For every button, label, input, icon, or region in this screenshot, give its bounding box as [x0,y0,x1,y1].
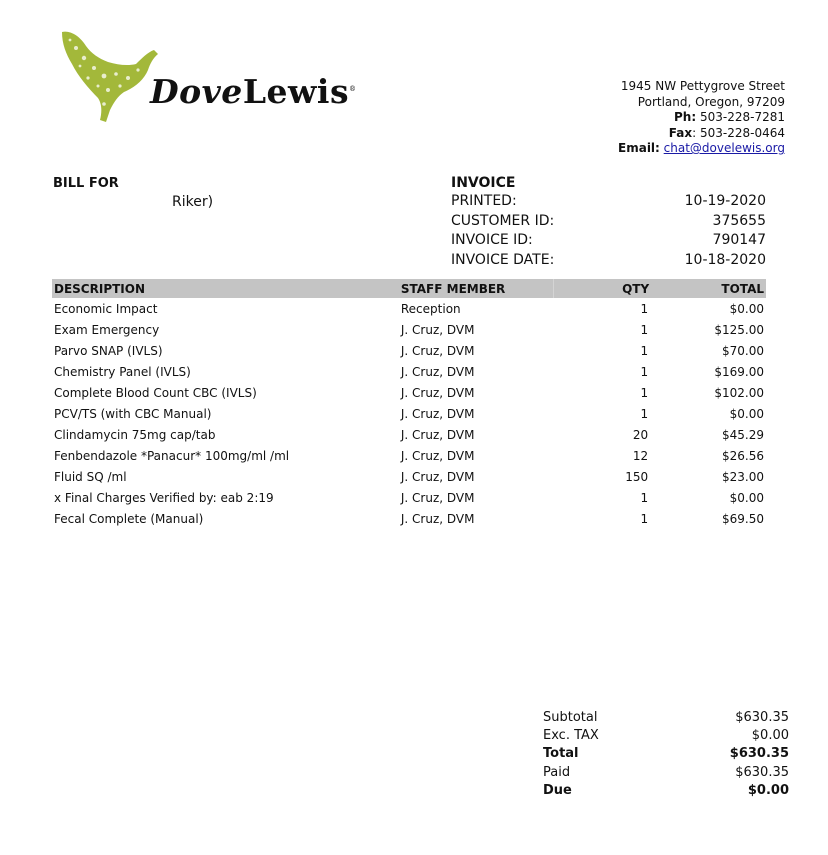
summary-label: Paid [543,764,571,780]
cell-staff: Reception [400,301,461,316]
cell-staff: J. Cruz, DVM [400,322,475,337]
cell-total: $45.29 [722,427,764,442]
cell-description: Economic Impact [54,301,158,316]
cell-qty: 20 [632,427,649,442]
cell-description: Parvo SNAP (IVLS) [54,343,163,358]
dove-bird-icon [58,28,163,124]
summary-label: Due [543,782,572,798]
cell-staff: J. Cruz, DVM [400,364,475,379]
header-total: TOTAL [665,279,766,298]
cell-total: $0.00 [729,490,764,505]
cell-description: Fluid SQ /ml [54,469,127,484]
cell-total: $169.00 [714,364,764,379]
cell-staff: J. Cruz, DVM [400,406,475,421]
cell-qty: 150 [625,469,649,484]
dovelewis-logo [58,28,368,128]
cell-staff: J. Cruz, DVM [400,469,475,484]
patient-name: Riker) [172,194,214,210]
address-email-line [618,141,785,157]
table-row [52,466,766,487]
cell-qty: 1 [640,490,649,505]
summary-total [543,745,789,763]
summary-label: Total [543,746,579,762]
invoice-value: 10-19-2020 [684,193,766,209]
cell-qty: 1 [640,343,649,358]
table-row [52,403,766,424]
cell-total: $69.50 [722,511,764,526]
header-description: DESCRIPTION [52,279,399,298]
registered-mark: ® [349,85,357,93]
table-row [52,424,766,445]
table-row [52,445,766,466]
cell-staff: J. Cruz, DVM [400,343,475,358]
email-link[interactable]: chat@dovelewis.org [663,141,785,155]
table-row [52,361,766,382]
invoice-heading: INVOICE [451,175,516,191]
cell-total: $102.00 [714,385,764,400]
cell-description: Clindamycin 75mg cap/tab [54,427,216,442]
cell-qty: 1 [640,322,649,337]
summary-due [543,782,789,800]
cell-qty: 12 [632,448,649,463]
table-row [52,382,766,403]
invoice-row-invoice-date [451,251,766,271]
table-row [52,298,766,319]
cell-total: $70.00 [722,343,764,358]
cell-staff: J. Cruz, DVM [400,511,475,526]
summary-tax [543,727,789,745]
summary-value: $0.00 [747,782,789,798]
header-staff-member: STAFF MEMBER [399,279,553,298]
logo-wordmark-lewis: Lewis [242,72,350,111]
summary-value: $630.35 [735,764,789,780]
address-city: Portland, Oregon, 97209 [637,94,785,109]
cell-qty: 1 [640,385,649,400]
invoice-row-invoice-id [451,231,766,251]
cell-total: $0.00 [729,301,764,316]
address-street: 1945 NW Pettygrove Street [620,79,785,93]
invoice-row-printed [451,192,766,212]
fax-value: : 503-228-0464 [692,125,785,140]
logo-wordmark [150,72,357,111]
cell-total: $26.56 [722,448,764,463]
summary-value: $630.35 [729,746,789,762]
table-header-row [52,279,766,298]
clinic-address [618,79,785,157]
invoice-label: PRINTED: [451,193,517,209]
invoice-label: INVOICE ID: [451,232,533,249]
cell-description: Chemistry Panel (IVLS) [54,364,191,379]
table-row [52,319,766,340]
invoice-value: 10-18-2020 [684,251,766,268]
invoice-value: 790147 [712,232,766,249]
cell-total: $23.00 [722,469,764,484]
table-row [52,487,766,508]
phone-value: 503-228-7281 [699,110,785,124]
invoice-label: INVOICE DATE: [451,251,555,268]
header-qty: QTY [553,279,665,298]
table-row [52,508,766,529]
logo-wordmark-dove: Dove [150,72,243,111]
cell-total: $125.00 [714,322,764,337]
invoice-info [451,174,766,270]
cell-description: Complete Blood Count CBC (IVLS) [54,385,257,400]
cell-qty: 1 [640,364,649,379]
cell-qty: 1 [640,511,649,526]
cell-description: Exam Emergency [54,322,160,337]
phone-label: Ph: [674,110,697,124]
invoice-value: 375655 [712,212,766,229]
summary-subtotal [543,709,789,727]
invoice-row-customer-id [451,212,766,232]
cell-total: $0.00 [729,406,764,421]
summary-value: $0.00 [751,728,789,744]
cell-staff: J. Cruz, DVM [400,427,475,442]
summary-label: Subtotal [543,710,598,725]
cell-qty: 1 [640,406,649,421]
invoice-summary [543,709,789,800]
summary-label: Exc. TAX [543,728,599,744]
table-row [52,340,766,361]
cell-staff: J. Cruz, DVM [400,490,475,505]
bill-for-heading: BILL FOR [53,176,119,188]
invoice-label: CUSTOMER ID: [451,212,555,229]
cell-staff: J. Cruz, DVM [400,448,475,463]
cell-staff: J. Cruz, DVM [400,385,475,400]
cell-description: Fecal Complete (Manual) [54,511,204,526]
address-phone-line [618,110,785,126]
cell-description: x Final Charges Verified by: eab 2:19 [54,490,274,505]
email-label: Email: [618,141,660,155]
cell-description: Fenbendazole *Panacur* 100mg/ml /ml [54,448,290,463]
fax-label: Fax [668,125,693,140]
summary-paid [543,764,789,782]
cell-description: PCV/TS (with CBC Manual) [54,406,212,421]
address-fax-line [618,126,785,142]
cell-qty: 1 [640,301,649,316]
summary-value: $630.35 [735,710,789,725]
line-items-table [52,279,766,529]
